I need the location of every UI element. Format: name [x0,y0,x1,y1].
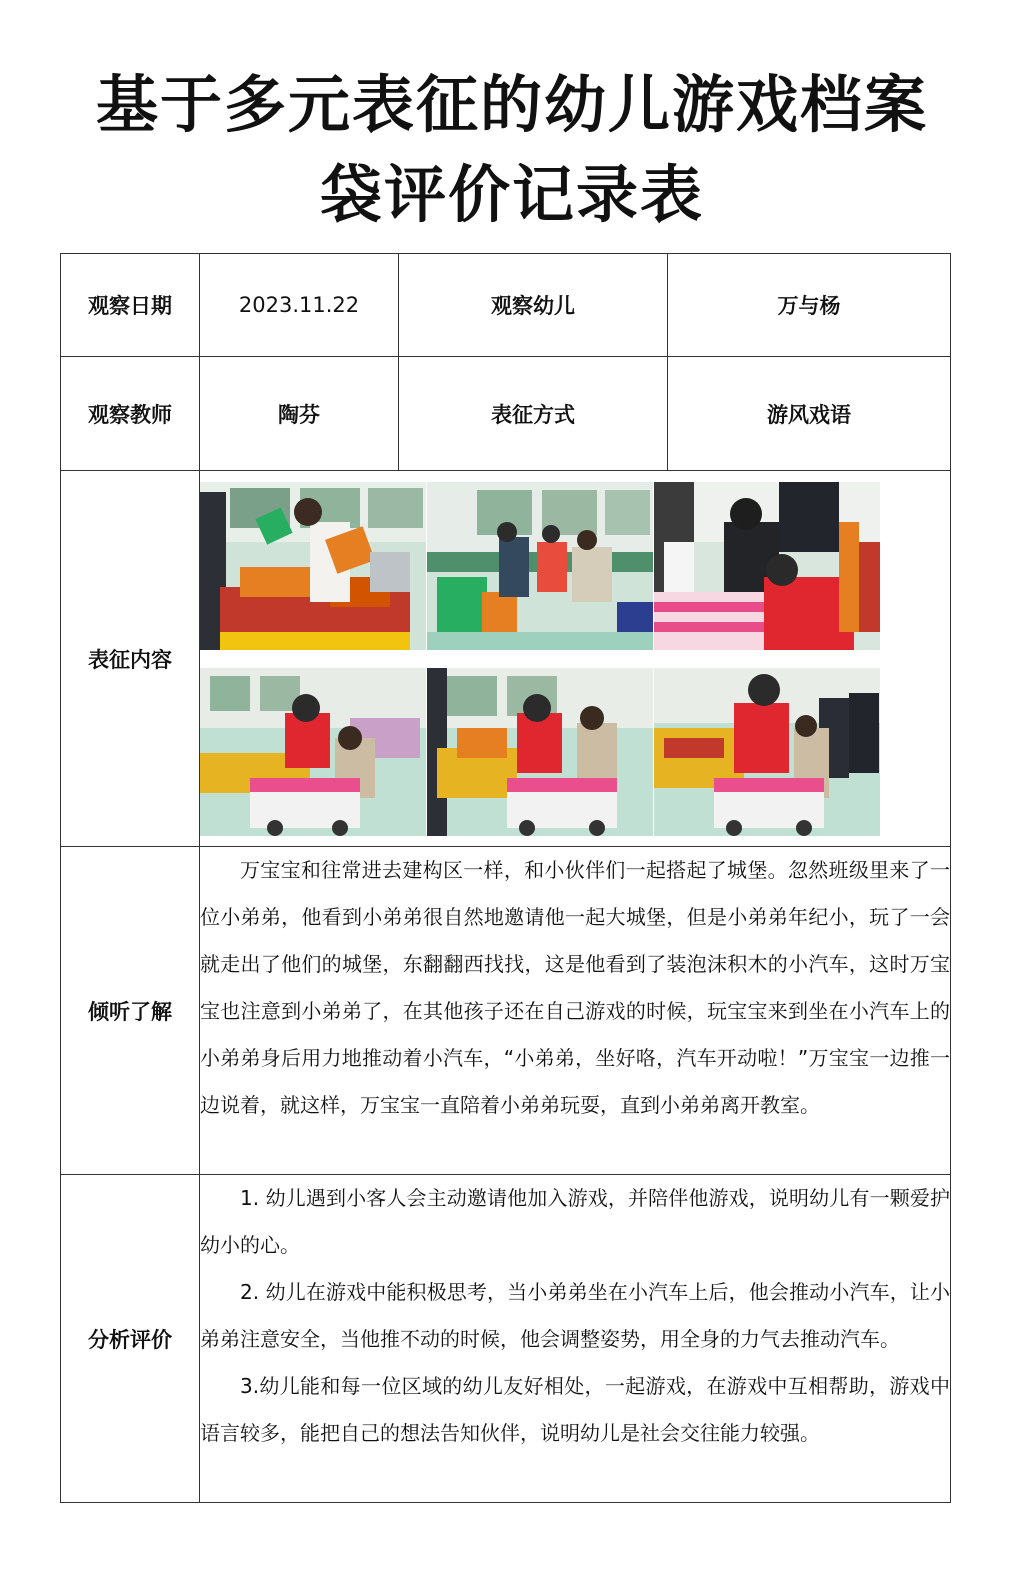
date-label: 观察日期 [61,254,200,357]
mode-value: 游风戏语 [668,357,951,471]
teacher-value: 陶芬 [200,357,399,471]
child-label: 观察幼儿 [399,254,668,357]
title-line-1: 基于多元表征的幼儿游戏档案 [95,68,928,141]
analysis-point-1: 1. 幼儿遇到小客人会主动邀请他加入游戏，并陪伴他游戏，说明幼儿有一颗爱护幼小的心。 [200,1186,950,1257]
teacher-label: 观察教师 [61,357,200,471]
title-line-2: 袋评价记录表 [319,158,704,231]
table-row [61,471,951,847]
listen-label: 倾听了解 [61,847,200,1175]
listen-paragraph: 万宝宝和往常进去建构区一样，和小伙伴们一起搭起了城堡。忽然班级里来了一位小弟弟，他看到小弟弟很自然地邀请他一起大城堡，但是小弟弟年纪小，玩了一会就走出了他们的城堡，东翻翻西找找，这是他看到了装泡沫积木的小汽车，这时万宝宝也注意到小弟弟了，在其他孩子还在自己游戏的时候，玩宝宝来到坐在小汽车上的小弟弟身后用力地推动着小汽车，“小弟弟，坐好咯，汽车开动啦！”万宝宝一边推一边说着，就这样，万宝宝一直陪着小弟弟玩耍，直到小弟弟离开教室。 [200,858,950,1117]
photo-grid [200,482,950,836]
date-value: 2023.11.22 [200,254,399,357]
photo-building-castle [200,482,426,650]
analysis-point-2: 2. 幼儿在游戏中能积极思考，当小弟弟坐在小汽车上后，他会推动小汽车，让小弟弟注意安全，当他推不动的时候，他会调整姿势，用全身的力气去推动汽车。 [200,1280,950,1351]
analysis-content [200,1175,951,1503]
table-row [61,357,951,471]
mode-label: 表征方式 [399,357,668,471]
table-row [61,254,951,357]
document-title [40,60,984,240]
analysis-point-3: 3.幼儿能和每一位区域的幼儿友好相处，一起游戏，在游戏中互相帮助，游戏中语言较多，能把自己的想法告知伙伴，说明幼儿是社会交往能力较强。 [200,1374,950,1445]
photo-pushing-car-1 [200,668,426,836]
photo-area [200,471,951,847]
photo-children-building [427,482,653,650]
table-row [61,1175,951,1503]
analysis-label: 分析评价 [61,1175,200,1503]
photo-child-with-toy-car [654,482,880,650]
content-label: 表征内容 [61,471,200,847]
photo-pushing-car-2 [427,668,653,836]
photo-pushing-car-3 [654,668,880,836]
child-value: 万与杨 [668,254,951,357]
record-table [60,253,951,1503]
table-row [61,847,951,1175]
listen-content [200,847,951,1175]
